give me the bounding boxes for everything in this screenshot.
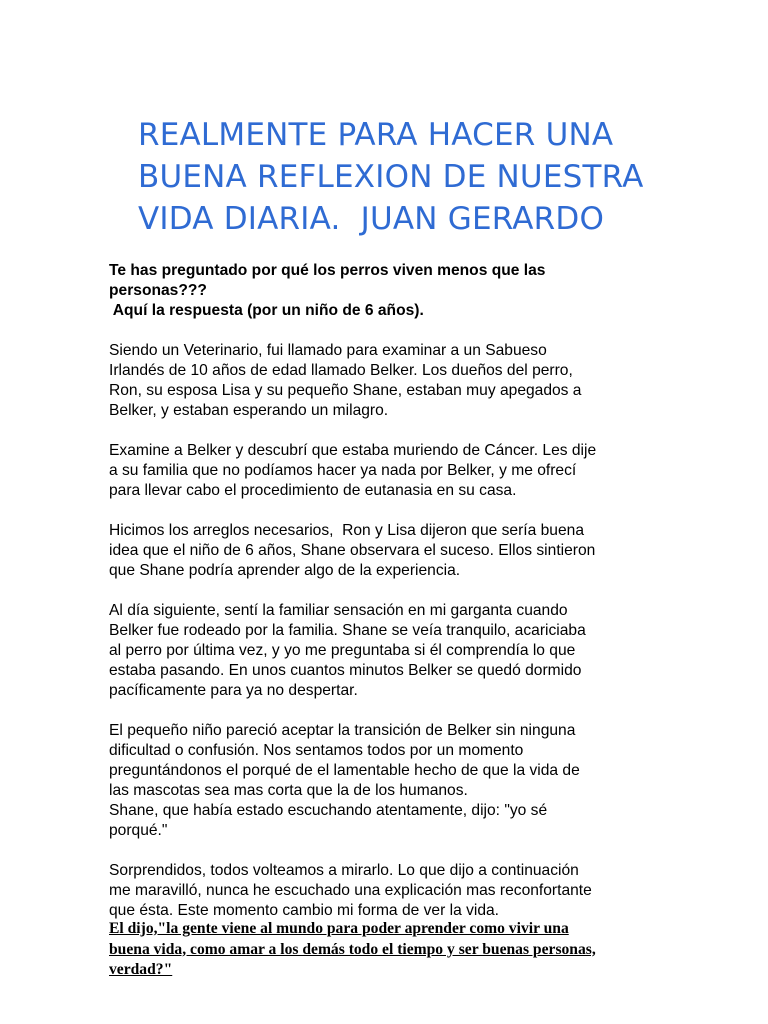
paragraph-line: estaba pasando. En unos cuantos minutos Belker se quedó dormido (109, 662, 582, 679)
intro-line: Te has preguntado por qué los perros viven menos que las (109, 262, 546, 279)
paragraph-line: me maravilló, nunca he escuchado una explicación mas reconfortante (109, 882, 592, 899)
paragraph-gap (109, 581, 669, 601)
paragraph-gap (109, 321, 669, 341)
paragraph-line: las mascotas sea mas corta que la de los humanos. (109, 782, 468, 799)
paragraph-gap (109, 421, 669, 441)
paragraph-6 (109, 861, 669, 921)
child-quote (109, 919, 669, 981)
title-line: REALMENTE PARA HACER UNA (138, 117, 614, 153)
paragraph-line: que ésta. Este momento cambio mi forma de ver la vida. (109, 902, 500, 919)
paragraph-line: Examine a Belker y descubrí que estaba muriendo de Cáncer. Les dije (109, 442, 597, 459)
paragraph-line: porqué." (109, 822, 168, 839)
paragraph-gap (109, 501, 669, 521)
paragraph-line: El pequeño niño pareció aceptar la transición de Belker sin ninguna (109, 722, 576, 739)
paragraph-line: Shane, que había estado escuchando atentamente, dijo: "yo sé (109, 802, 548, 819)
paragraph-line: Al día siguiente, sentí la familiar sensación en mi garganta cuando (109, 602, 568, 619)
quote-line: buena vida, como amar a los demás todo el tiempo y ser buenas personas, (109, 940, 596, 958)
page-title (138, 114, 738, 240)
paragraph-line: Irlandés de 10 años de edad llamado Belker. Los dueños del perro, (109, 362, 573, 379)
quote-line: verdad?" (109, 961, 173, 978)
paragraph-4 (109, 601, 669, 701)
body-text (109, 261, 669, 921)
title-line: BUENA REFLEXION DE NUESTRA (138, 159, 644, 195)
paragraph-line: pacíficamente para ya no despertar. (109, 682, 358, 699)
paragraph-2 (109, 441, 669, 501)
paragraph-line: que Shane podría aprender algo de la experiencia. (109, 562, 461, 579)
paragraph-line: al perro por última vez, y yo me preguntaba si él comprendía lo que (109, 642, 576, 659)
paragraph-line: dificultad o confusión. Nos sentamos todos por un momento (109, 742, 524, 759)
paragraph-line: idea que el niño de 6 años, Shane observara el suceso. Ellos sintieron (109, 542, 596, 559)
paragraph-1 (109, 341, 669, 421)
paragraph-5 (109, 721, 669, 841)
paragraph-line: Belker fue rodeado por la familia. Shane se veía tranquilo, acariciaba (109, 622, 586, 639)
paragraph-line: Siendo un Veterinario, fui llamado para examinar a un Sabueso (109, 342, 547, 359)
paragraph-line: a su familia que no podíamos hacer ya nada por Belker, y me ofrecí (109, 462, 577, 479)
title-line: VIDA DIARIA. JUAN GERARDO (138, 201, 605, 237)
intro-line: Aquí la respuesta (por un niño de 6 años). (109, 302, 424, 319)
paragraph-line: Hicimos los arreglos necesarios, Ron y Lisa dijeron que sería buena (109, 522, 584, 539)
paragraph-line: Sorprendidos, todos volteamos a mirarlo. Lo que dijo a continuación (109, 862, 579, 879)
quote-line: El dijo,"la gente viene al mundo para poder aprender como vivir una (109, 920, 569, 937)
intro-question (109, 261, 669, 321)
paragraph-3 (109, 521, 669, 581)
paragraph-line: Ron, su esposa Lisa y su pequeño Shane, estaban muy apegados a (109, 382, 582, 399)
intro-line: personas??? (109, 282, 207, 299)
paragraph-line: para llevar cabo el procedimiento de eutanasia en su casa. (109, 482, 517, 499)
paragraph-line: preguntándonos el porqué de el lamentable hecho de que la vida de (109, 762, 580, 779)
paragraph-line: Belker, y estaban esperando un milagro. (109, 402, 389, 419)
paragraph-gap (109, 701, 669, 721)
paragraph-gap (109, 841, 669, 861)
